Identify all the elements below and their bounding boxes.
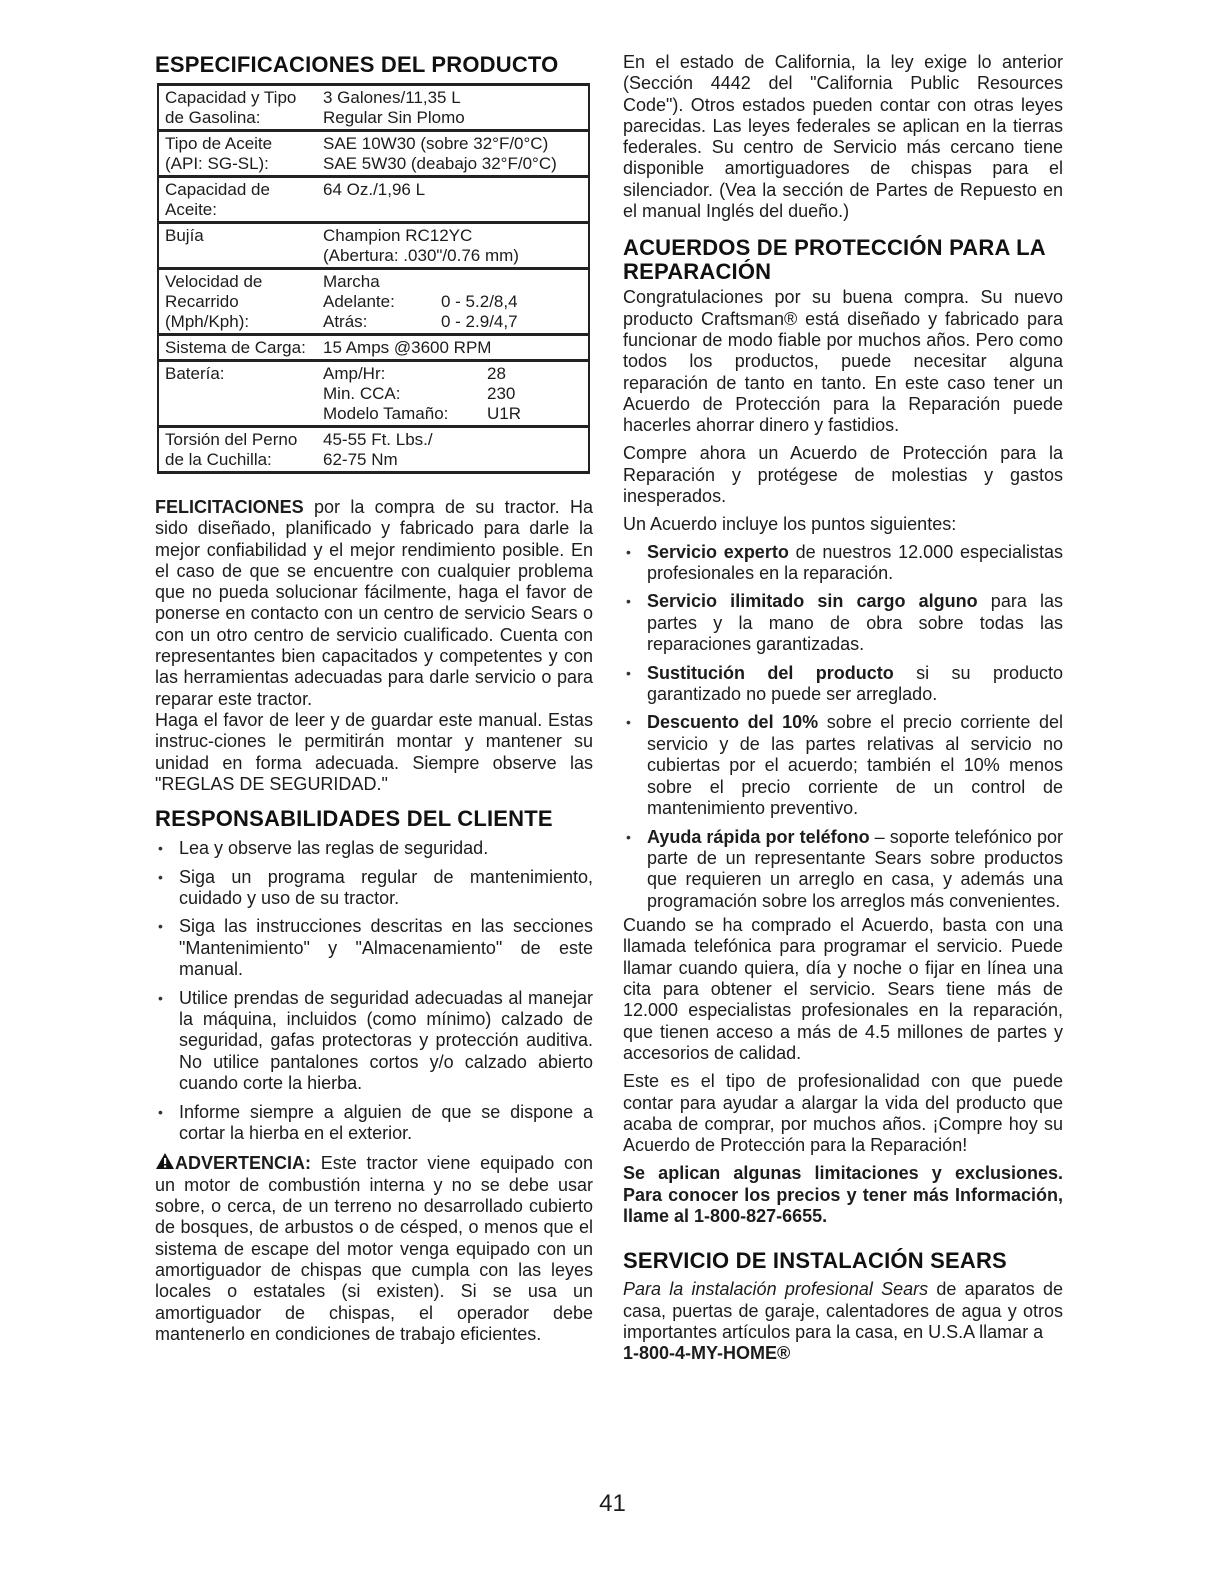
spec-label-line: (API: SG-SL): (165, 154, 269, 173)
protection-includes: Un Acuerdo incluye los puntos siguientes: (623, 514, 957, 535)
spec-label (158, 177, 323, 223)
spec-row (158, 335, 589, 361)
spec-row (158, 269, 589, 335)
spec-value-line: Champion RC12YC (323, 226, 473, 245)
warning-triangle-icon (155, 1152, 175, 1170)
spec-pair (323, 364, 582, 384)
spec-label-line: (Mph/Kph): (165, 312, 250, 331)
spec-label-line: Capacidad y Tipo (165, 88, 297, 107)
protection-item (623, 591, 1063, 655)
spec-row (158, 427, 589, 473)
spec-label-line: de Gasolina: (165, 108, 261, 127)
installation-italic: Para la instalación profesional Sears (623, 1279, 929, 1300)
spec-pair-value: 0 - 2.9/4,7 (441, 312, 518, 331)
installation-text: de aparatos de casa, puertas de garaje, calentadores de agua y otros importantes artículos para la casa, en U.S.A llamar a (623, 1279, 1063, 1342)
protection-intro: Congratulaciones por su buena compra. Su nuevo producto Craftsman® está diseñado y fabricado para funcionar de modo fiable por muchos años. Pero como todos los productos, puede necesitar alguna reparación de tanto en tanto. En este caso tener un Acuerdo de Protección para la Reparación puede hacerles ahorrar dinero y fastidios. (623, 287, 1063, 436)
spec-label-line: Capacidad de (165, 180, 270, 199)
spec-value-line: (Abertura: .030"/0.76 mm) (323, 246, 519, 265)
spec-pair (323, 312, 582, 332)
protection-item-text: para las partes y la mano de obra sobre todas las reparaciones garantizadas. (647, 591, 1063, 655)
specs-table (157, 83, 590, 474)
spec-value (323, 335, 589, 361)
spec-value-line: 15 Amps @3600 RPM (323, 338, 492, 357)
specs-title: ESPECIFICACIONES DEL PRODUCTO (155, 52, 559, 77)
spec-label-line: Torsión del Perno (165, 430, 298, 449)
page-number: 41 (599, 1490, 626, 1517)
spec-pair-value: 230 (487, 384, 516, 403)
spec-value (323, 361, 589, 427)
warning-label: ADVERTENCIA: (175, 1153, 312, 1174)
spec-value (323, 85, 589, 131)
protection-pro: Este es el tipo de profesionalidad con que puede contar para ayudar a alargar la vida del producto que acaba de comprar, por muchos años. ¡Compre hoy su Acuerdo de Protección para la Reparación! (623, 1071, 1063, 1156)
protection-call: Cuando se ha comprado el Acuerdo, basta con una llamada telefónica para programar el servicio. Puede llamar cuando quiera, día y noche o fijar en línea una cita para obtener el servicio. Sears tiene más de 12.000 especialistas profesionales en la reparación, que tienen acceso a más de 4.5 millones de partes y accesorios de calidad. (623, 915, 1063, 1063)
protection-item (623, 712, 1063, 819)
congrats-paragraph (155, 497, 593, 710)
protection-item-title: Servicio ilimitado sin cargo alguno (647, 591, 978, 612)
spec-label (158, 361, 323, 427)
spec-pair (323, 384, 582, 404)
spec-label-line: Velocidad de (165, 272, 263, 291)
spec-pair-key: Min. CCA: (323, 384, 401, 403)
spec-row (158, 223, 589, 269)
spec-value (323, 427, 589, 473)
responsibility-item: • Lea y observe las reglas de seguridad. (155, 838, 593, 859)
spec-row (158, 177, 589, 223)
spec-label (158, 131, 323, 177)
spec-label (158, 427, 323, 473)
spec-label-line: Aceite: (165, 200, 217, 219)
protection-item-title: Sustitución del producto (647, 662, 894, 683)
protection-item (623, 542, 1063, 585)
responsibilities-title: RESPONSABILIDADES DEL CLIENTE (155, 806, 553, 832)
spec-pair (323, 404, 582, 424)
california-paragraph: En el estado de California, la ley exige lo anterior (Sección 4442 del "California Public Resources Code"). Otros estados pueden contar con otras leyes parecidas. Las leyes federales se aplican en la tierras federales. Su centro de Servicio más cercano tiene disponible amortiguadores de chispas para el silenciador. (Vea la sección de Partes de Repuesto en el manual Inglés del dueño.) (623, 52, 1063, 222)
installation-phone: 1-800-4-MY-HOME® (623, 1343, 791, 1364)
congrats-lead: FELICITACIONES (155, 497, 304, 517)
protection-bold-note: Se aplican algunas limitaciones y exclusiones. Para conocer los precios y tener más Información, llame al 1-800-827-6655. (623, 1163, 1063, 1226)
spec-label (158, 85, 323, 131)
congrats-text: por la compra de su tractor. Ha sido diseñado, planificado y fabricado para darle la mejor confiabilidad y el mejor rendimiento posible. En el caso de que se encuentre con cualquier problema que no pueda solucionar fácilmente, haga el favor de ponerse en contacto con un centro de servicio Sears o con un otro centro de servicio cualificado. Cuenta con representantes bien capacitados y competentes y con las herramientas adecuadas para darle servicio o para reparar este tractor. (155, 497, 593, 709)
spec-value (323, 177, 589, 223)
spec-pair-key: Adelante: (323, 292, 395, 311)
spec-value-line: 45-55 Ft. Lbs./ (323, 430, 433, 449)
spec-pair (323, 292, 582, 312)
protection-item (623, 663, 1063, 706)
protection-list (623, 542, 1063, 913)
installation-paragraph (623, 1279, 1063, 1343)
protection-buy: Compre ahora un Acuerdo de Protección para la Reparación y protégese de molestias y gastos inesperados. (623, 443, 1063, 507)
spec-label (158, 335, 323, 361)
protection-item-title: Ayuda rápida por teléfono (647, 826, 870, 847)
spec-value-line: 62-75 Nm (323, 450, 398, 469)
spec-label-line: Tipo de Aceite (165, 134, 273, 153)
spec-value-line: 64 Oz./1,96 L (323, 180, 426, 199)
spec-label-line: de la Cuchilla: (165, 450, 272, 469)
protection-item (623, 827, 1063, 913)
protection-item-title: Descuento del 10% (647, 712, 819, 733)
spec-value (323, 131, 589, 177)
spec-label (158, 223, 323, 269)
installation-title: SERVICIO DE INSTALACIÓN SEARS (623, 1248, 1007, 1274)
responsibility-item: • Informe siempre a alguien de que se dispone a cortar la hierba en el exterior. (155, 1102, 593, 1145)
spec-label-line: Batería: (165, 364, 225, 383)
manual-paragraph: Haga el favor de leer y de guardar este manual. Estas instruc-ciones le permitirán montar y mantener su unidad en forma adecuada. Siempre observe las "REGLAS DE SEGURIDAD." (155, 709, 593, 794)
spec-row (158, 85, 589, 131)
spec-row (158, 131, 589, 177)
responsibilities-list (155, 838, 593, 1144)
protection-item-text: sobre el precio corriente del servicio y de las partes relativas al servicio no cubiertas por el acuerdo; también el 10% menos sobre el precio corriente de un control de mantenimiento preventivo. (647, 712, 1063, 819)
spec-pair-key: Atrás: (323, 312, 368, 331)
left-column (155, 52, 593, 1345)
spec-value-line: SAE 5W30 (deabajo 32°F/0°C) (323, 154, 557, 173)
protection-title: ACUERDOS DE PROTECCIÓN PARA LA REPARACIÓN (623, 235, 1045, 285)
spec-value-line: 3 Galones/11,35 L (323, 88, 461, 107)
spec-pair-value: 28 (487, 364, 506, 383)
spec-row (158, 361, 589, 427)
spec-value (323, 223, 589, 269)
responsibility-item: • Utilice prendas de seguridad adecuadas al manejar la máquina, incluidos (como mínimo) calzado de seguridad, gafas protectoras y protección auditiva. No utilice pantalones cortos y/o calzado abierto cuando corte la hierba. (155, 988, 593, 1095)
warning-text: Este tractor viene equipado con un motor de combustión interna y no se debe usar sobre, o cerca, de un terreno no desarrollado cubierto de bosques, de arbustos o de césped, o menos que el sistema de escape del motor venga equipado con un amortiguador de chispas que cumpla con las leyes locales o estatales (si existen). Si se usa un amortiguador de chispas, el operador debe mantenerlo en condiciones de trabajo eficientes. (155, 1153, 593, 1344)
spec-pair-value: U1R (487, 404, 522, 423)
spec-value (323, 269, 589, 335)
spec-value-line: Regular Sin Plomo (323, 108, 465, 127)
spec-label-line: Sistema de Carga: (165, 338, 306, 357)
spec-label (158, 269, 323, 335)
spec-pair-key: Amp/Hr: (323, 364, 386, 383)
spec-pair-key: Modelo Tamaño: (323, 404, 449, 423)
spec-label-line: Bujía (165, 226, 204, 245)
protection-item-text: de nuestros 12.000 especialistas profesionales en la reparación. (647, 541, 1064, 584)
protection-item-text: si su producto garantizado no puede ser arreglado. (647, 662, 1064, 705)
protection-item-title: Servicio experto (647, 541, 789, 562)
right-column (623, 52, 1063, 1364)
warning-paragraph (155, 1152, 593, 1345)
spec-label-line: Recarrido (165, 292, 239, 311)
spec-pair-value: 0 - 5.2/8,4 (441, 292, 518, 311)
responsibility-item: • Siga las instrucciones descritas en las secciones "Mantenimiento" y "Almacenamiento" de este manual. (155, 916, 593, 980)
responsibility-item: • Siga un programa regular de mantenimiento, cuidado y uso de su tractor. (155, 867, 593, 910)
protection-item-text: – soporte telefónico por parte de un representante Sears sobre productos que requieren un arreglo en casa, y además una programación sobre los arreglos más convenientes. (647, 826, 1063, 911)
spec-value-line: SAE 10W30 (sobre 32°F/0°C) (323, 134, 549, 153)
spec-value-line: Marcha (323, 272, 380, 291)
